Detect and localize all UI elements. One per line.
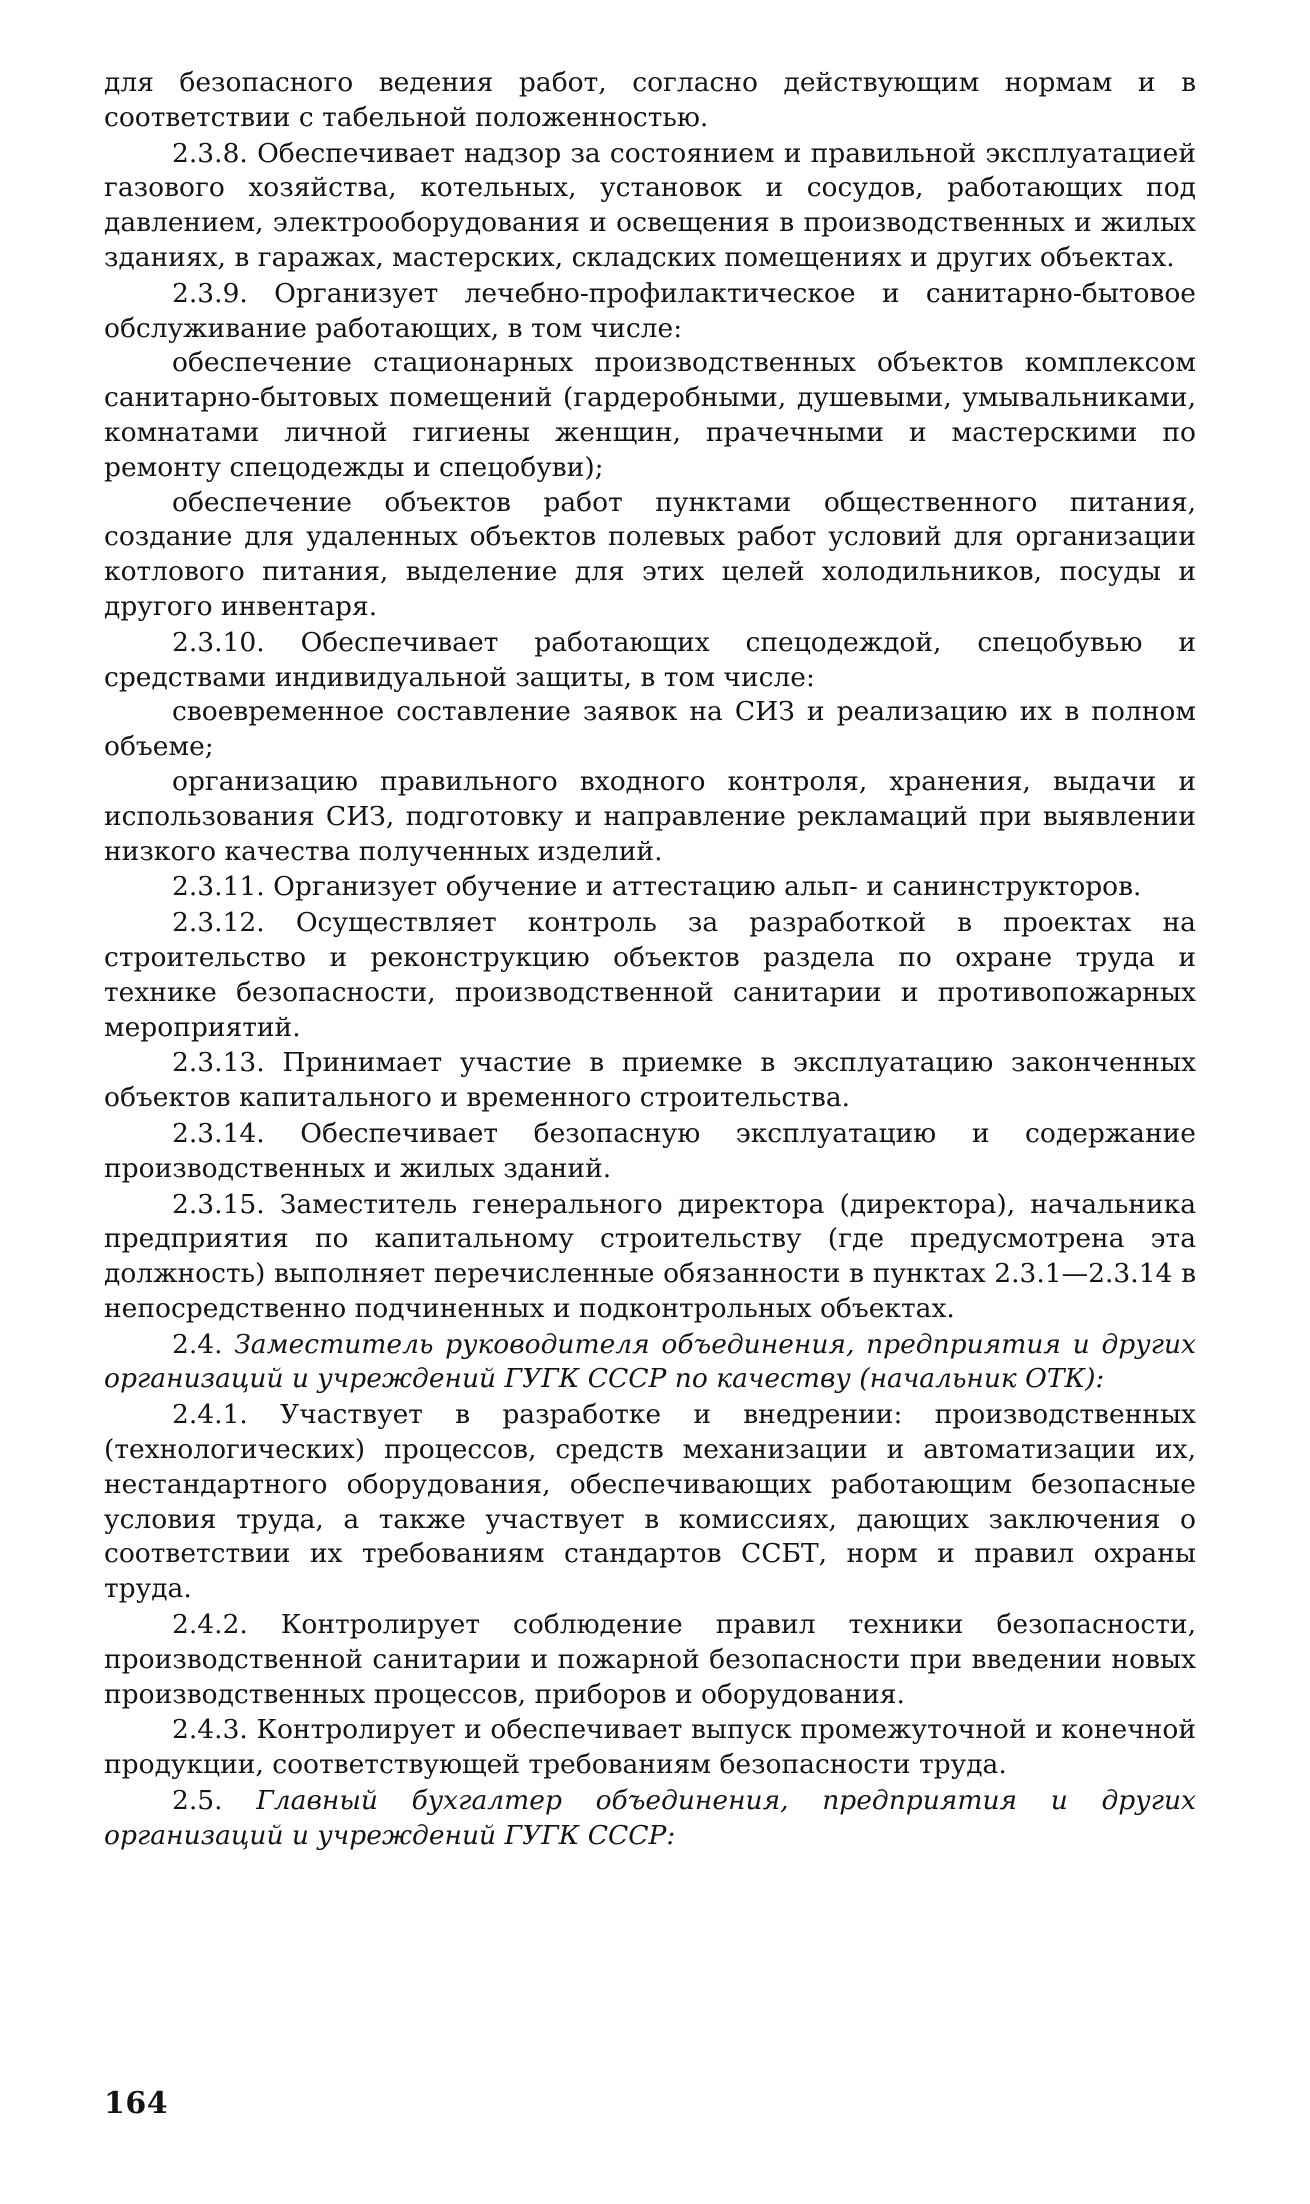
section-number-2-4: 2.4. (172, 1328, 223, 1360)
paragraph-2-3-9: 2.3.9. Организует лечебно-профилактическое и санитарно-бытовое обслуживание работающих, в том числе: (104, 277, 1196, 344)
paragraph-2-3-15: 2.3.15. Заместитель генерального директора (директора), начальника предприятия по капитальному строительству (где предусмотрена эта должность) выполняет перечисленные обязанности в пунктах 2.3.1—2.3.14 в непосредственно подчиненных и подконтрольных объектах. (104, 1188, 1196, 1324)
paragraph-2-3-8: 2.3.8. Обеспечивает надзор за состоянием и правильной эксплуатацией газового хозяйства, котельных, установок и сосудов, работающих под давлением, электрооборудования и освещения в производственных и жилых зданиях, в гаражах, мастерских, складских помещениях и других объектах. (104, 137, 1196, 273)
paragraph-2-3-9-item-1: обеспечение стационарных производственных объектов комплексом санитарно-бытовых помещений (гардеробными, душевыми, умывальниками, комнатами личной гигиены женщин, прачечными и мастерскими по ремонту спецодежды и спецобуви); (104, 347, 1196, 483)
paragraph-2-3-11: 2.3.11. Организует обучение и аттестацию альп- и санинструкторов. (172, 871, 1142, 903)
paragraph-2-3-13: 2.3.13. Принимает участие в приемке в эксплуатацию законченных объектов капитального и временного строительства. (104, 1047, 1196, 1114)
paragraph-2-3-10: 2.3.10. Обеспечивает работающих спецодеждой, спецобувью и средствами индивидуальной защиты, в том числе: (104, 626, 1196, 693)
section-heading-2-4 (104, 1328, 1196, 1398)
page-body (104, 66, 1196, 1854)
paragraph-2-4-2: 2.4.2. Контролирует соблюдение правил техники безопасности, производственной санитарии и пожарной безопасности при введении новых производственных процессов, приборов и оборудования. (104, 1609, 1196, 1710)
paragraph-2-4-3: 2.4.3. Контролирует и обеспечивает выпуск промежуточной и конечной продукции, соответствующей требованиям безопасности труда. (104, 1714, 1196, 1781)
section-heading-2-5 (104, 1784, 1196, 1854)
section-number-2-5: 2.5. (172, 1785, 223, 1817)
paragraph-2-3-10-item-1: своевременное составление заявок на СИЗ и реализацию их в полном объеме; (104, 696, 1196, 763)
paragraph-2-3-14: 2.3.14. Обеспечивает безопасную эксплуатацию и содержание производственных и жилых зданий. (104, 1117, 1196, 1184)
paragraph-2-3-12: 2.3.12. Осуществляет контроль за разработкой в проектах на строительство и реконструкцию объектов раздела по охране труда и технике безопасности, производственной санитарии и противопожарных мероприятий. (104, 907, 1196, 1043)
page-number: 164 (104, 2086, 169, 2121)
paragraph-2-4-1: 2.4.1. Участвует в разработке и внедрении: производственных (технологических) процессов, средств механизации и автоматизации их, нестандартного оборудования, обеспечивающих работающим безопасные условия труда, а также участвует в комиссиях, дающих заключения о соответствии их требованиям стандартов ССБТ, норм и правил охраны труда. (104, 1399, 1196, 1605)
section-title-2-4: Заместитель руководителя объединения, предприятия и других организаций и учреждений ГУГК СССР по качеству (начальник ОТК): (104, 1328, 1196, 1395)
paragraph-2-3-9-item-2: обеспечение объектов работ пунктами общественного питания, создание для удаленных объектов полевых работ условий для организации котлового питания, выделение для этих целей холодильников, посуды и другого инвентаря. (104, 486, 1196, 622)
section-title-2-5: Главный бухгалтер объединения, предприятия и других организаций и учреждений ГУГК СССР: (104, 1785, 1196, 1851)
paragraph-continuation: для безопасного ведения работ, согласно действующим нормам и в соответствии с табельной положенностью. (104, 67, 1196, 133)
paragraph-2-3-10-item-2: организацию правильного входного контроля, хранения, выдачи и использования СИЗ, подготовку и направление рекламаций при выявлении низкого качества полученных изделий. (104, 765, 1196, 867)
